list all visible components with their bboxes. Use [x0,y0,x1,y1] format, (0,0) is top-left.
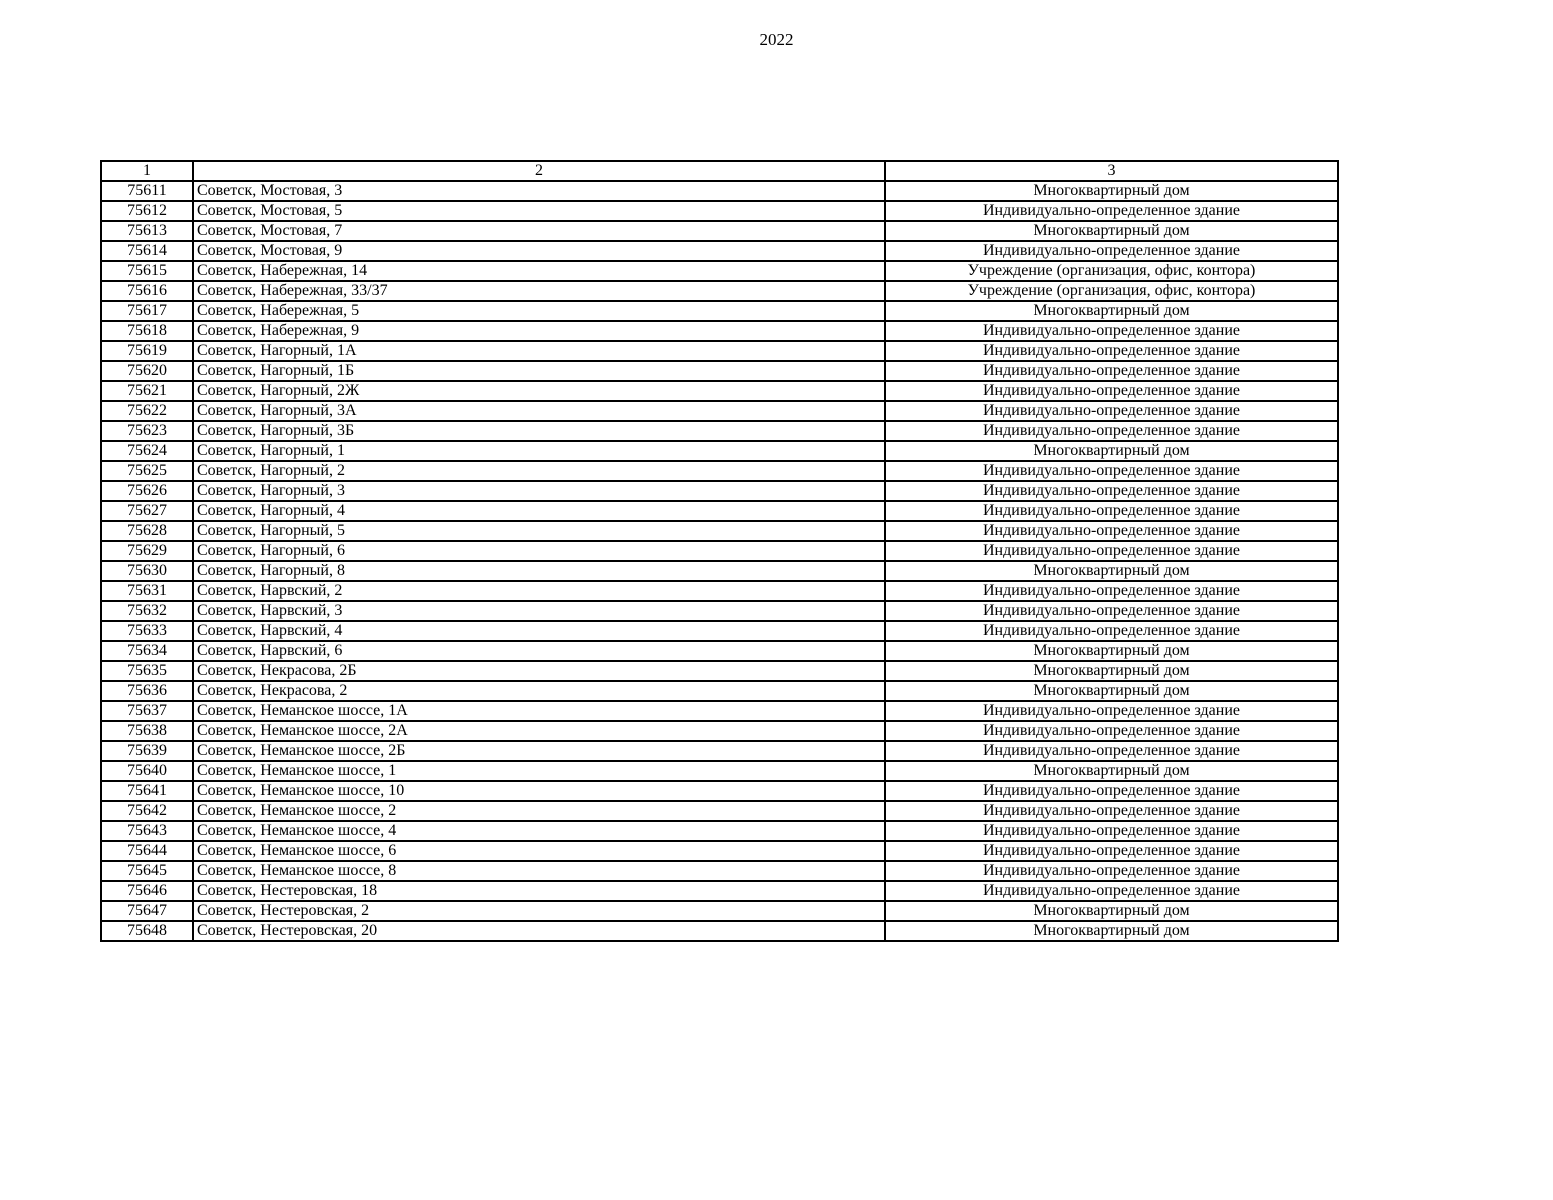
table-row [101,301,1338,321]
record-number: 75614 [101,241,193,261]
address-cell: Советск, Неманское шоссе, 2А [193,721,885,741]
address-cell: Советск, Неманское шоссе, 10 [193,781,885,801]
record-number: 75637 [101,701,193,721]
building-type-cell: Индивидуально-определенное здание [885,541,1338,561]
building-type-cell: Индивидуально-определенное здание [885,421,1338,441]
building-type-cell: Индивидуально-определенное здание [885,781,1338,801]
table-row [101,421,1338,441]
record-number: 75629 [101,541,193,561]
record-number: 75631 [101,581,193,601]
building-type-cell: Индивидуально-определенное здание [885,321,1338,341]
table-row [101,441,1338,461]
table-row [101,701,1338,721]
table-row [101,261,1338,281]
table-row [101,541,1338,561]
table-row [101,341,1338,361]
record-number: 75619 [101,341,193,361]
table-row [101,241,1338,261]
table-row [101,761,1338,781]
address-cell: Советск, Нагорный, 2 [193,461,885,481]
building-type-cell: Индивидуально-определенное здание [885,701,1338,721]
table-row [101,501,1338,521]
address-cell: Советск, Нагорный, 1Б [193,361,885,381]
table-row [101,641,1338,661]
table-row [101,661,1338,681]
address-cell: Советск, Неманское шоссе, 1А [193,701,885,721]
address-cell: Советск, Неманское шоссе, 1 [193,761,885,781]
building-type-cell: Многоквартирный дом [885,441,1338,461]
table-row [101,281,1338,301]
building-type-cell: Индивидуально-определенное здание [885,521,1338,541]
table-row [101,821,1338,841]
record-number: 75634 [101,641,193,661]
building-type-cell: Многоквартирный дом [885,661,1338,681]
table-row [101,881,1338,901]
table-body [101,181,1338,941]
record-number: 75644 [101,841,193,861]
building-type-cell: Многоквартирный дом [885,761,1338,781]
address-cell: Советск, Нестеровская, 18 [193,881,885,901]
address-cell: Советск, Нагорный, 4 [193,501,885,521]
address-cell: Советск, Нестеровская, 2 [193,901,885,921]
address-cell: Советск, Нагорный, 3 [193,481,885,501]
address-cell: Советск, Нагорный, 5 [193,521,885,541]
record-number: 75628 [101,521,193,541]
record-number: 75638 [101,721,193,741]
table-row [101,521,1338,541]
building-type-cell: Индивидуально-определенное здание [885,821,1338,841]
record-number: 75621 [101,381,193,401]
record-number: 75622 [101,401,193,421]
table-row [101,921,1338,941]
record-number: 75636 [101,681,193,701]
record-number: 75639 [101,741,193,761]
building-type-cell: Индивидуально-определенное здание [885,621,1338,641]
record-number: 75625 [101,461,193,481]
record-number: 75626 [101,481,193,501]
record-number: 75627 [101,501,193,521]
table-row [101,621,1338,641]
address-cell: Советск, Неманское шоссе, 6 [193,841,885,861]
building-type-cell: Учреждение (организация, офис, контора) [885,281,1338,301]
record-number: 75642 [101,801,193,821]
address-cell: Советск, Некрасова, 2 [193,681,885,701]
record-number: 75641 [101,781,193,801]
record-number: 75612 [101,201,193,221]
address-cell: Советск, Мостовая, 9 [193,241,885,261]
table-row [101,461,1338,481]
building-type-cell: Индивидуально-определенное здание [885,341,1338,361]
building-type-cell: Индивидуально-определенное здание [885,581,1338,601]
record-number: 75616 [101,281,193,301]
registry-table [100,160,1339,942]
header-col-3: 3 [885,161,1338,181]
table-row [101,601,1338,621]
record-number: 75647 [101,901,193,921]
record-number: 75640 [101,761,193,781]
building-type-cell: Индивидуально-определенное здание [885,601,1338,621]
building-type-cell: Многоквартирный дом [885,561,1338,581]
table-row [101,381,1338,401]
record-number: 75618 [101,321,193,341]
table-row [101,861,1338,881]
address-cell: Советск, Нарвский, 2 [193,581,885,601]
building-type-cell: Многоквартирный дом [885,681,1338,701]
table-row [101,401,1338,421]
building-type-cell: Многоквартирный дом [885,901,1338,921]
table-header [101,161,1338,181]
building-type-cell: Индивидуально-определенное здание [885,881,1338,901]
address-cell: Советск, Неманское шоссе, 2 [193,801,885,821]
address-cell: Советск, Нагорный, 1 [193,441,885,461]
record-number: 75620 [101,361,193,381]
table-row [101,221,1338,241]
header-col-2: 2 [193,161,885,181]
header-col-1: 1 [101,161,193,181]
building-type-cell: Индивидуально-определенное здание [885,801,1338,821]
table-row [101,361,1338,381]
building-type-cell: Индивидуально-определенное здание [885,461,1338,481]
building-type-cell: Учреждение (организация, офис, контора) [885,261,1338,281]
building-type-cell: Индивидуально-определенное здание [885,361,1338,381]
record-number: 75624 [101,441,193,461]
record-number: 75633 [101,621,193,641]
building-type-cell: Многоквартирный дом [885,301,1338,321]
building-type-cell: Индивидуально-определенное здание [885,481,1338,501]
record-number: 75611 [101,181,193,201]
table-row [101,581,1338,601]
building-type-cell: Индивидуально-определенное здание [885,501,1338,521]
address-cell: Советск, Нагорный, 2Ж [193,381,885,401]
table-row [101,561,1338,581]
table-row [101,841,1338,861]
address-cell: Советск, Некрасова, 2Б [193,661,885,681]
building-type-cell: Индивидуально-определенное здание [885,401,1338,421]
address-cell: Советск, Набережная, 5 [193,301,885,321]
table-row [101,721,1338,741]
address-cell: Советск, Нагорный, 8 [193,561,885,581]
table-row [101,321,1338,341]
address-cell: Советск, Неманское шоссе, 2Б [193,741,885,761]
building-type-cell: Индивидуально-определенное здание [885,741,1338,761]
building-type-cell: Индивидуально-определенное здание [885,381,1338,401]
table-row [101,801,1338,821]
address-cell: Советск, Нагорный, 6 [193,541,885,561]
address-cell: Советск, Набережная, 33/37 [193,281,885,301]
address-cell: Советск, Неманское шоссе, 4 [193,821,885,841]
table-row [101,741,1338,761]
table-row [101,181,1338,201]
building-type-cell: Индивидуально-определенное здание [885,201,1338,221]
record-number: 75632 [101,601,193,621]
address-cell: Советск, Мостовая, 3 [193,181,885,201]
record-number: 75615 [101,261,193,281]
address-cell: Советск, Нагорный, 3А [193,401,885,421]
building-type-cell: Многоквартирный дом [885,181,1338,201]
record-number: 75623 [101,421,193,441]
record-number: 75613 [101,221,193,241]
table-row [101,681,1338,701]
building-type-cell: Индивидуально-определенное здание [885,861,1338,881]
table-row [101,901,1338,921]
table-row [101,201,1338,221]
address-cell: Советск, Нарвский, 4 [193,621,885,641]
record-number: 75635 [101,661,193,681]
address-cell: Советск, Мостовая, 5 [193,201,885,221]
building-type-cell: Индивидуально-определенное здание [885,721,1338,741]
building-type-cell: Индивидуально-определенное здание [885,241,1338,261]
record-number: 75646 [101,881,193,901]
building-type-cell: Индивидуально-определенное здание [885,841,1338,861]
record-number: 75648 [101,921,193,941]
address-cell: Советск, Нарвский, 6 [193,641,885,661]
address-cell: Советск, Набережная, 14 [193,261,885,281]
address-cell: Советск, Нарвский, 3 [193,601,885,621]
record-number: 75645 [101,861,193,881]
page-number: 2022 [759,30,794,49]
record-number: 75630 [101,561,193,581]
address-cell: Советск, Нестеровская, 20 [193,921,885,941]
building-type-cell: Многоквартирный дом [885,221,1338,241]
building-type-cell: Многоквартирный дом [885,641,1338,661]
record-number: 75643 [101,821,193,841]
address-cell: Советск, Неманское шоссе, 8 [193,861,885,881]
table-row [101,781,1338,801]
address-cell: Советск, Нагорный, 1А [193,341,885,361]
table-row [101,481,1338,501]
header-row [101,161,1338,181]
building-type-cell: Многоквартирный дом [885,921,1338,941]
address-cell: Советск, Мостовая, 7 [193,221,885,241]
record-number: 75617 [101,301,193,321]
address-cell: Советск, Нагорный, 3Б [193,421,885,441]
address-cell: Советск, Набережная, 9 [193,321,885,341]
